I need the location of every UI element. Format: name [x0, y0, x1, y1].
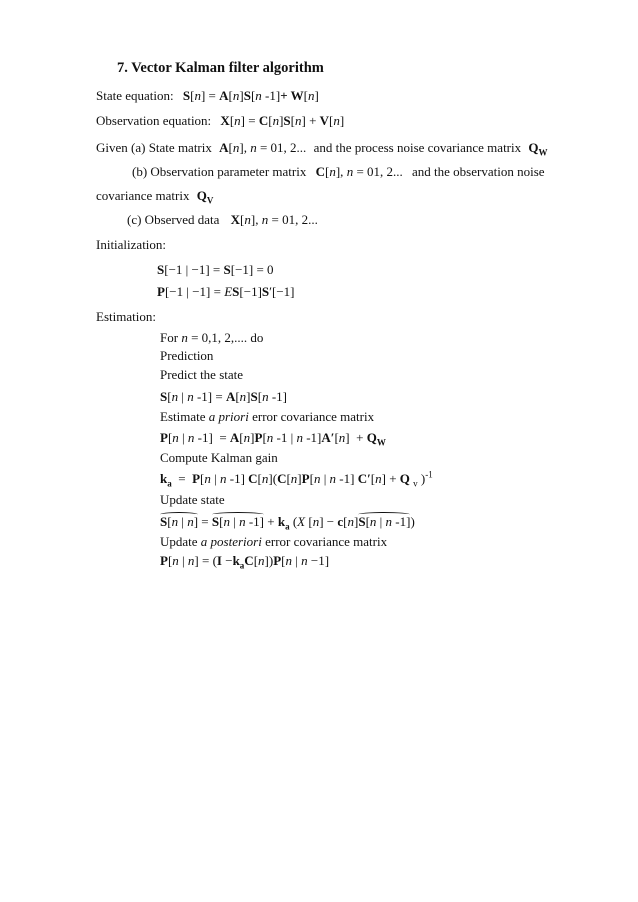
estimate-priori-line: [160, 409, 374, 425]
given-a-line: [96, 140, 548, 156]
given-c-prefix: (c) Observed data: [127, 212, 220, 227]
given-b-expr: C[n], n = 01, 2...: [315, 164, 403, 179]
predict-state-expr: S[n | n -1] = A[n]S[n -1]: [160, 389, 288, 404]
a-posteriori-text: a posteriori: [200, 534, 262, 549]
qv-symbol: $Q_V$: [196, 188, 214, 206]
state-equation-line: [96, 88, 319, 104]
observation-equation-line: [96, 113, 344, 129]
update-posteriori-line: [160, 534, 387, 550]
qw-symbol: $Q_W$: [528, 140, 548, 158]
update-cov-prefix: Update: [160, 534, 198, 549]
given-c-expr: X[n], n = 01, 2...: [230, 212, 318, 227]
given-b-cont: covariance matrix: [96, 188, 190, 203]
update-state-label: Update state: [160, 492, 225, 507]
initialization-label: Initialization:: [96, 237, 167, 252]
observation-equation-expr: X[n] = C[n]S[n] + V[n]: [220, 113, 345, 128]
state-equation-label: State equation:: [96, 88, 174, 103]
update-cov-suffix: error covariance matrix: [265, 534, 388, 549]
for-loop-line: For n = 0,1, 2,.... do: [160, 330, 264, 345]
given-b-line: [132, 164, 545, 180]
given-a-expr: A[n], n = 01, 2...: [219, 140, 307, 155]
update-state-expr: S[n | n] = S[n | n $-1] + k_a$ (X [n] − c[n]S[n | n -1]): [160, 514, 415, 532]
a-priori-text: a priori: [208, 409, 249, 424]
section-heading: 7. Vector Kalman filter algorithm: [117, 60, 324, 76]
given-b-prefix: (b) Observation parameter matrix: [132, 164, 307, 179]
given-b-suffix: and the observation noise: [412, 164, 545, 179]
init-line-2: P[−1 | −1] = ES[−1]S′[−1]: [157, 284, 295, 299]
compute-gain-label: Compute Kalman gain: [160, 450, 278, 465]
estimate-prefix: Estimate: [160, 409, 206, 424]
state-equation-expr: S[n] = A[n]S[n -1]+ W[n]: [182, 88, 319, 103]
priori-covariance-expr: P[n | n -1] = A[n]P[n -1 | n $-1]A'[n] + Q_W$: [160, 430, 386, 448]
estimate-suffix: error covariance matrix: [252, 409, 375, 424]
given-a-prefix: Given (a) State matrix: [96, 140, 212, 155]
estimation-label: Estimation:: [96, 309, 156, 324]
posteriori-covariance-expr: P[n | $n] = (I -k_aC[n])P[n$ | n −1]: [160, 553, 330, 571]
predict-state-label: Predict the state: [160, 367, 244, 382]
kalman-gain-expr: $k_a = P[n$ | n -1] C[n](C[n]P[n | n -1] C′[n] + Q $_v$ )$^{-1}$: [160, 469, 433, 489]
observation-equation-label: Observation equation:: [96, 113, 212, 128]
init-line-1: S[−1 | −1] = S[−1] = 0: [157, 262, 274, 277]
given-c-line: [127, 212, 318, 228]
given-a-suffix: and the process noise covariance matrix: [313, 140, 522, 155]
given-b-continuation: [96, 188, 213, 204]
prediction-label: Prediction: [160, 348, 214, 363]
